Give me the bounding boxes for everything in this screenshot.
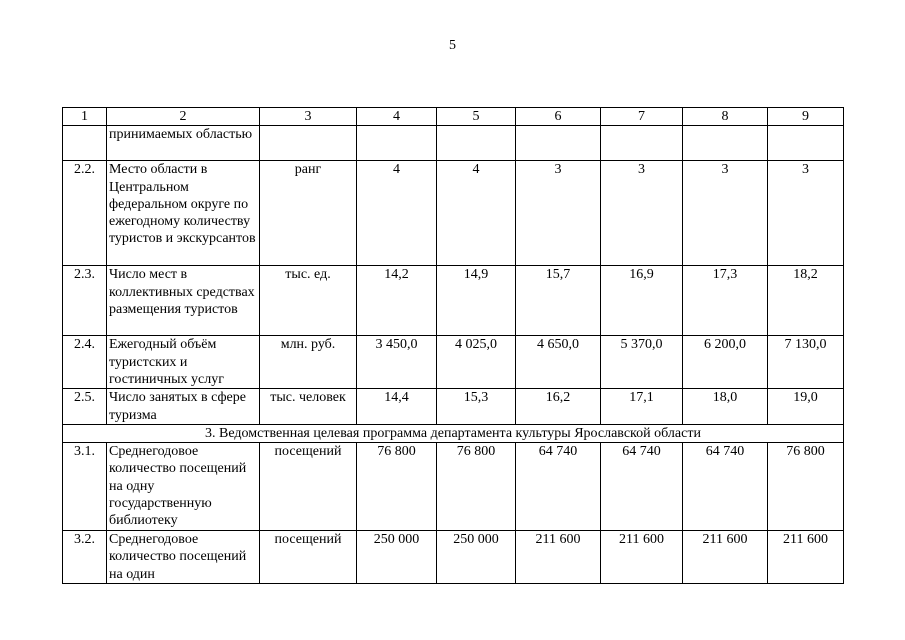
value-cell: 211 600: [768, 531, 844, 584]
unit-cell: млн. руб.: [260, 336, 357, 389]
header-cell: 6: [516, 108, 601, 126]
value-cell: 16,9: [601, 266, 683, 336]
header-cell: 4: [357, 108, 437, 126]
section-row: [63, 424, 844, 442]
indicator-name-cell: Ежегодный объём туристских и гостиничных услуг: [107, 336, 260, 389]
indicators-table: [62, 107, 844, 584]
value-cell: 4: [437, 161, 516, 266]
table-row: [63, 266, 844, 336]
header-cell: 7: [601, 108, 683, 126]
page-number: 5: [449, 38, 456, 53]
value-cell: [357, 126, 437, 161]
value-cell: 15,7: [516, 266, 601, 336]
value-cell: [437, 126, 516, 161]
header-cell: 5: [437, 108, 516, 126]
unit-cell: тыс. ед.: [260, 266, 357, 336]
value-cell: 64 740: [516, 443, 601, 531]
row-number-cell: [63, 126, 107, 161]
table-row: [63, 336, 844, 389]
unit-cell: посещений: [260, 531, 357, 584]
table-header-row: [63, 108, 844, 126]
row-number-cell: 3.1.: [63, 443, 107, 531]
table-row: [63, 161, 844, 266]
value-cell: 3: [768, 161, 844, 266]
value-cell: 4: [357, 161, 437, 266]
value-cell: 3 450,0: [357, 336, 437, 389]
indicator-name-cell: Число мест в коллективных средствах размещения туристов: [107, 266, 260, 336]
value-cell: 6 200,0: [683, 336, 768, 389]
section-title: 3. Ведомственная целевая программа департамента культуры Ярославской области: [63, 424, 844, 442]
unit-cell: [260, 126, 357, 161]
value-cell: 4 650,0: [516, 336, 601, 389]
value-cell: [768, 126, 844, 161]
value-cell: 18,0: [683, 389, 768, 425]
value-cell: 211 600: [516, 531, 601, 584]
value-cell: 250 000: [357, 531, 437, 584]
indicator-name-cell: Место области в Центральном федеральном округе по ежегодному количеству туристов и экскурсантов: [107, 161, 260, 266]
value-cell: 3: [683, 161, 768, 266]
value-cell: 7 130,0: [768, 336, 844, 389]
indicator-name-cell: Среднегодовое количество посещений на одну государственную библиотеку: [107, 443, 260, 531]
value-cell: 3: [516, 161, 601, 266]
value-cell: 64 740: [683, 443, 768, 531]
row-number-cell: 3.2.: [63, 531, 107, 584]
value-cell: 18,2: [768, 266, 844, 336]
table-row: [63, 531, 844, 584]
row-number-cell: 2.5.: [63, 389, 107, 425]
indicator-name-cell: принимаемых областью: [107, 126, 260, 161]
header-cell: 1: [63, 108, 107, 126]
value-cell: 3: [601, 161, 683, 266]
value-cell: 5 370,0: [601, 336, 683, 389]
value-cell: 211 600: [601, 531, 683, 584]
value-cell: 211 600: [683, 531, 768, 584]
value-cell: 14,2: [357, 266, 437, 336]
value-cell: [683, 126, 768, 161]
value-cell: [601, 126, 683, 161]
value-cell: 15,3: [437, 389, 516, 425]
value-cell: 4 025,0: [437, 336, 516, 389]
value-cell: 17,3: [683, 266, 768, 336]
header-cell: 9: [768, 108, 844, 126]
row-number-cell: 2.3.: [63, 266, 107, 336]
unit-cell: тыс. человек: [260, 389, 357, 425]
value-cell: [516, 126, 601, 161]
table-row: [63, 126, 844, 161]
value-cell: 76 800: [357, 443, 437, 531]
indicator-name-cell: Число занятых в сфере туризма: [107, 389, 260, 425]
value-cell: 64 740: [601, 443, 683, 531]
header-cell: 2: [107, 108, 260, 126]
value-cell: 14,4: [357, 389, 437, 425]
row-number-cell: 2.4.: [63, 336, 107, 389]
table-row: [63, 389, 844, 425]
row-number-cell: 2.2.: [63, 161, 107, 266]
header-cell: 8: [683, 108, 768, 126]
indicator-name-cell: Среднегодовое количество посещений на один: [107, 531, 260, 584]
unit-cell: посещений: [260, 443, 357, 531]
value-cell: 14,9: [437, 266, 516, 336]
table-row: [63, 443, 844, 531]
value-cell: 17,1: [601, 389, 683, 425]
unit-cell: ранг: [260, 161, 357, 266]
value-cell: 76 800: [768, 443, 844, 531]
header-cell: 3: [260, 108, 357, 126]
value-cell: 16,2: [516, 389, 601, 425]
value-cell: 19,0: [768, 389, 844, 425]
value-cell: 76 800: [437, 443, 516, 531]
value-cell: 250 000: [437, 531, 516, 584]
